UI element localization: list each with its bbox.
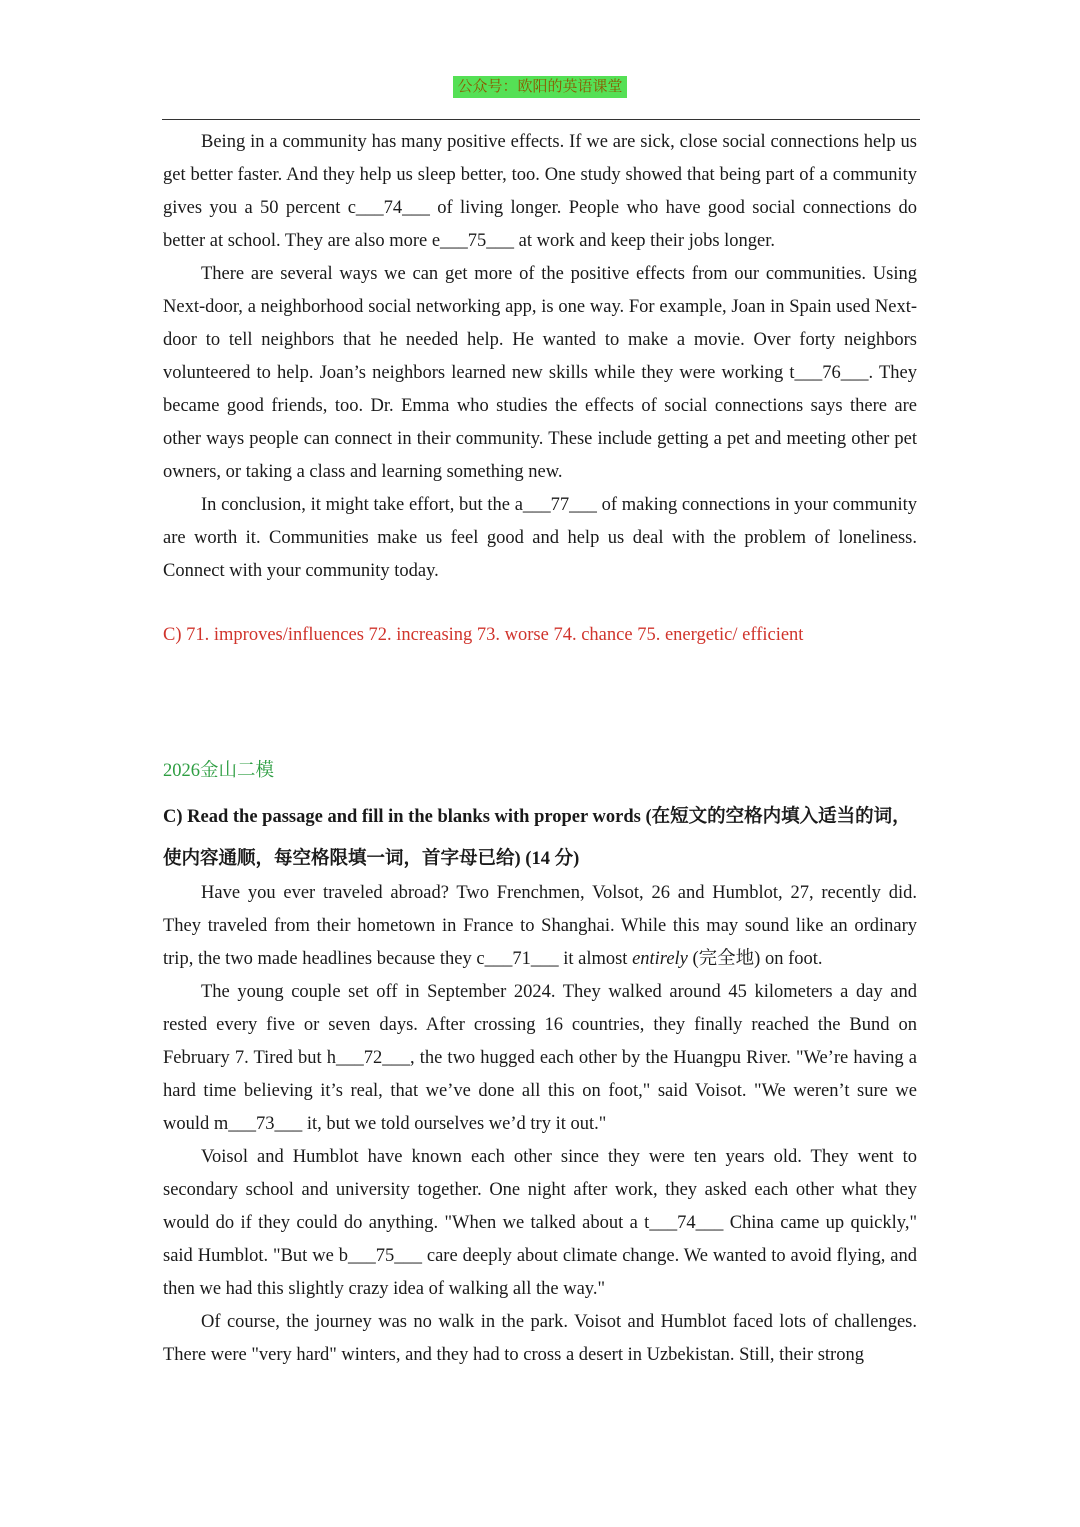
answer-key-line: C) 71. improves/influences 72. increasing 73. worse 74. chance 75. energetic/ efficient (163, 625, 804, 645)
passage-1 (163, 126, 917, 588)
header-label: 公众号：欧阳的英语课堂 (453, 76, 626, 98)
exam-source-label: 2026金山二模 (163, 761, 275, 781)
passage-2 (163, 877, 917, 1372)
passage-2-paragraph-1-tail: (完全地) on foot. (687, 949, 823, 969)
page-header (0, 76, 1080, 98)
passage-2-paragraph-4: Of course, the journey was no walk in the park. Voisot and Humblot faced lots of challenges. There were "very hard" winters, and they had to cross a desert in Uzbekistan. Still, their strong (163, 1312, 917, 1365)
header-divider (162, 119, 920, 120)
passage-2-paragraph-2: The young couple set off in September 2024. They walked around 45 kilometers a day and rested every five or seven days. After crossing 16 countries, they finally reached the Bund on February 7. Tired but h___72___, the two hugged each other by the Huangpu River. "We’re having a hard time believing it’s real, that we’ve done all this on foot," said Voisot. "We weren’t sure we would m___73___ it, but we told ourselves we’d try it out." (163, 982, 917, 1134)
passage-2-paragraph-1 (163, 877, 917, 976)
italic-word: entirely (632, 949, 688, 969)
passage-1-paragraph-2: There are several ways we can get more of the positive effects from our communities. Using Next-door, a neighborhood social networking app, is one way. For example, Joan in Spain used Next-door to tell neighbors that he needed help. He wanted to make a movie. Over forty neighbors volunteered to help. Joan’s neighbors learned new skills while they were working t___76___. They became good friends, too. Dr. Emma who studies the effects of social connections says there are other ways people can connect in their community. These include getting a pet and meeting other pet owners, or taking a class and learning something new. (163, 264, 917, 482)
passage-1-paragraph-3: In conclusion, it might take effort, but the a___77___ of making connections in your community are worth it. Communities make us feel good and help us deal with the problem of loneliness. Connect with your community today. (163, 495, 917, 581)
passage-2-paragraph-3: Voisol and Humblot have known each other since they were ten years old. They went to secondary school and university together. One night after work, they asked each other what they would do if they could do anything. "When we talked about a t___74___ China came up quickly," said Humblot. "But we b___75___ care deeply about climate change. We wanted to avoid flying, and then we had this slightly crazy idea of walking all the way." (163, 1147, 917, 1299)
question-instruction: C) Read the passage and fill in the blanks with proper words (在短文的空格内填入适当的词，使内容通顺，每空格限填一词，首字母已给) (14 分) (163, 807, 911, 869)
passage-2-paragraph-1-text: Have you ever traveled abroad? Two Frenchmen, Volsot, 26 and Humblot, 27, recently did. They traveled from their hometown in France to Shanghai. While this may sound like an ordinary trip, the two made headlines because they c___71___ it almost (163, 883, 917, 969)
passage-1-paragraph-1: Being in a community has many positive effects. If we are sick, close social connections help us get better faster. And they help us sleep better, too. One study showed that being part of a community gives you a 50 percent c___74___ of living longer. People who have good social connections do better at school. They are also more e___75___ at work and keep their jobs longer. (163, 132, 917, 251)
